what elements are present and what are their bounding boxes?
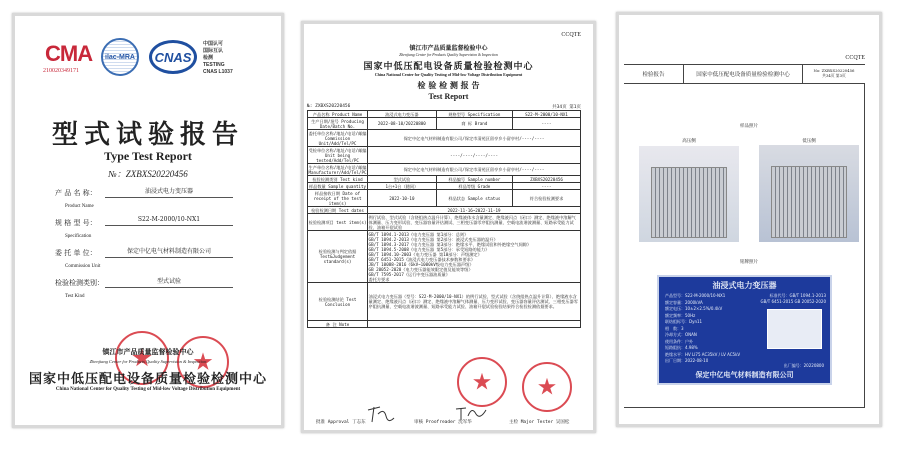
title-en: Type Test Report (104, 149, 192, 163)
standard-item: GB/T 1094.5-2008《电力变压器 第5部分：承受短路的能力》 (368, 246, 490, 252)
nameplate-photo-title: 铭牌照片 (740, 260, 758, 265)
cell-label: 商 标 Brand (436, 118, 512, 130)
field-label-en: Test Kind (65, 294, 85, 299)
star-icon (473, 373, 491, 391)
cell-label: 生产日期/批号 Producing Date/Batch No. (308, 118, 368, 130)
cnas-logo: CNAS (149, 40, 197, 74)
page-indicator: 共34页 第3页 (822, 73, 846, 78)
hv-side-photo (639, 146, 739, 242)
org-name-cn: 国家中低压配电设备质量检验检测中心 (363, 62, 534, 72)
cell-value: ----/----/----/---- (368, 147, 581, 164)
field-label: 检验检测类别： (55, 279, 104, 287)
cell-value: ---- (513, 118, 581, 130)
ccqte-code: CCQTE (845, 55, 865, 61)
standard-item: 委托方要求 (368, 276, 390, 282)
field-label-en: Specification (65, 234, 92, 239)
spec-line: 短路阻抗：4.98% (665, 345, 698, 350)
spec-line: 额定电压：10±2×2.5%/0.4kV (665, 306, 723, 311)
cell-value: 保定中亿电气材料制造有限公司/保定市清苑区留亭乡小留亭村/----/---- (368, 130, 581, 147)
org-name-en: Zhenjiang Center for Products Quality Supervision & Inspection (399, 53, 498, 57)
org-name-cn: 镇江市产品质量监督检验中心 (409, 45, 488, 52)
standard-item: GB/T 1094.10-2003《电力变压器 第10部分：声级测定》 (368, 251, 482, 257)
proofreader-signature: 审核 Proofreader 沈军华 (414, 420, 472, 425)
photo-page (616, 12, 882, 427)
spec-line: 额定容量：2000kVA (665, 299, 703, 305)
cell-value: 例行试验、型式试验（含绕组热点温升计算）、绝缘液体水含量测定、绝缘液闪点（闭口）测定、绝缘液中溶解气体测量、压力变形试验、变压器容量评估测试、三相变压器零序阻抗测量、空载电流谐波测量、短路承受能力试验、油箱开裂试验 (368, 214, 581, 231)
spec-line: 相 数：3 (665, 325, 684, 331)
std-line: GB/T 6451-2015 GB 20052-2020 (760, 299, 826, 304)
org-name-en: China National Center for Quality Testing of Mid-low Voltage Distribution Equipment (374, 72, 523, 77)
cell-label: 样品数量 Sample quantity (308, 183, 367, 189)
spec-line: 使用条件：户外 (665, 338, 693, 344)
bottom-border (624, 407, 865, 408)
handwritten-signature (366, 404, 396, 424)
manufacture-date: 出厂日期：2022-08-10 (665, 358, 709, 363)
cell-value: 2022-11-16~2022-11-19 (368, 207, 581, 214)
standard-item: GB/T 7595-2017《运行中变压器油质量》 (368, 271, 450, 277)
standard-item: GB/T 6451-2015《油浸式电力变压器技术参数和要求》 (368, 256, 476, 262)
hv-side-label: 高压侧 (682, 139, 696, 144)
page-header (624, 64, 865, 84)
cell-label: 检验检测与判定依据 Test&Judgement standard(s) (308, 231, 368, 283)
spec-line: 额定频率：50Hz (665, 312, 696, 318)
org-name-en: China National Center for Quality Testing of Mid-low Voltage Distribution Equipment (55, 387, 241, 392)
cma-number: 210020349171 (43, 68, 79, 74)
header-left: 检验报告 (624, 65, 684, 83)
spec-line: 联结组标号：Dyn11 (665, 319, 703, 324)
org-name-cn: 镇江市产品质量监督检验中心 (102, 347, 194, 356)
spec-line: 绝缘水平：HV LI75 AC35kV / LV AC5kV (665, 351, 741, 357)
cell-value: S22-M-2000/10-NX1 (513, 111, 581, 118)
nameplate-specs (665, 293, 740, 365)
tester-signature: 主检 Major Tester 吴国松 (509, 420, 570, 425)
field-label: 产 品 名 称： (55, 189, 97, 197)
field-value: S22-M-2000/10-NX1 (105, 216, 233, 226)
report-title-cn: 检 验 检 测 报 告 (417, 80, 480, 90)
org-name-en: Zhenjiang Center for Products Quality Supervision & Inspection (89, 359, 207, 364)
cma-logo: CMA (45, 41, 93, 66)
report-page (301, 21, 596, 433)
cnas-line: TESTING (203, 62, 225, 68)
right-border (864, 84, 865, 407)
serial-number: 出厂编号：20220800 (783, 363, 824, 368)
cell-label: 检验检测类别 Test kind (308, 176, 368, 183)
cell-value: 油浸式电力变压器 (368, 111, 437, 118)
standard-item: GB/T 1094.1-2013《电力变压器 第1部分：总则》 (368, 231, 469, 237)
tap-table (767, 309, 822, 349)
ilac-mra-logo: ilac-MRA (101, 38, 139, 76)
field-label: 委 托 单 位： (55, 249, 97, 257)
cell-label: 委托单位名称/地址/电话/邮编 Commission Unit/Add/Tel/PC (308, 130, 367, 146)
field-value: 型式试验 (105, 276, 233, 288)
cover-page (12, 13, 284, 428)
field-label-en: Commission Unit (65, 264, 101, 269)
header-number (803, 65, 865, 83)
report-title-en: Test Report (428, 92, 469, 101)
report-number: No: ZXBXS20220456 (813, 68, 855, 73)
cell-label: 受检单位名称/地址/电话/邮编 Unit being tested/Add/Tel/PC (308, 147, 367, 163)
nameplate-standards (761, 293, 826, 305)
red-seal (457, 357, 507, 407)
page-indicator: 共34页 第1页 (552, 105, 581, 110)
cell-label: 样品等级 Grade (436, 183, 512, 190)
standard-item: GB 20052-2020《电力变压器能效限定值及能效等级》 (368, 266, 473, 272)
spec-line: 产品型号：S22-M-2000/10-NX1 (665, 293, 726, 298)
ccqte-code: CCQTE (561, 32, 581, 38)
cnas-line: 中国认可 (203, 41, 224, 47)
standard-item: GB/T 1094.2-2013《电力变压器 第2部分：液浸式变压器的温升》 (368, 236, 498, 242)
sample-photo-title: 样品照片 (740, 124, 758, 129)
org-name-cn: 国家中低压配电设备质量检验检测中心 (28, 372, 267, 387)
cell-label: 检验检测结论 Test Conclusion (308, 283, 368, 321)
field-label: 规 格 型 号： (55, 219, 97, 227)
cell-value: 保定中亿电气材料制造有限公司/保定市清苑区留亭乡小留亭村/----/---- (368, 164, 581, 176)
field-value: 保定中亿电气材料制造有限公司 (105, 246, 233, 258)
field-label-en: Product Name (65, 204, 94, 209)
report-table (307, 110, 581, 328)
cell-label: 产品名称 Product Name (308, 111, 368, 118)
cell-label: 样品状态 Sample status (436, 190, 512, 207)
cell-label: 检验检测项目 test item(s) (308, 214, 368, 231)
approval-signature: 批准 Approval 丁志东 (316, 420, 366, 425)
cell-label: 备 注 Note (308, 321, 368, 328)
cnas-line: 国际互认 (203, 48, 224, 54)
cell-value (368, 321, 581, 328)
cell-label: 检验检测日期 Test dates (308, 207, 368, 214)
nameplate-photo (657, 275, 832, 385)
cell-value: 2022-08-10/20220800 (368, 118, 437, 130)
red-seal (522, 362, 572, 412)
star-icon (538, 378, 556, 396)
cell-label: 样品编号 Sample number (436, 176, 512, 183)
nameplate-company: 保定中亿电气材料制造有限公司 (695, 370, 794, 379)
standards-list (368, 231, 581, 283)
standard-item: JB/T 10088-2016《6kV~1000kV级电力变压器声级》 (368, 261, 474, 267)
cell-value: 1台+1台（随同） (368, 183, 437, 190)
cell-value: 型式试验 (368, 176, 437, 183)
cell-value: 2022-10-10 (368, 190, 437, 207)
title-cn: 型式试验报告 (51, 120, 244, 150)
field-value: 油浸式电力变压器 (105, 186, 233, 198)
spec-line: 冷却方式：ONAN (665, 332, 697, 337)
cell-label: 规格型号 Specification (436, 111, 512, 118)
std-line: 标准代号：GB/T 1094.1-2013 (769, 293, 826, 298)
cnas-line: 检测 (203, 55, 214, 61)
cell-value: ZXBXS20220456 (513, 176, 581, 183)
cell-value: 符合检验检测要求 (513, 190, 581, 207)
lv-side-photo (759, 145, 859, 242)
header-org: 国家中低压配电设备质量检验检测中心 (684, 65, 803, 83)
cell-value: 油浸式电力变压器（型号：S22-M-2000/10-NX1）的例行试验、型式试验（含绕组热点温升计算）、绝缘液水含量测定、绝缘液闪点（闭口）测定、绝缘液中溶解气体测量、压力变形试验、变压器容量评估测试、三相变压器零序阻抗测量、空载电流谐波测量、短路承受能力试验、油箱开裂试验检验结果符合检验检测依据要求。 (368, 283, 581, 321)
report-number: №: ZXBXS20220456 (307, 104, 351, 109)
report-number: №：ZXBXS20220456 (108, 169, 188, 179)
cell-value: ---- (513, 183, 581, 190)
cell-label: 生产单位名称/地址/电话/邮编 Manufacturer/Add/Tel/PC (308, 164, 367, 175)
cnas-line: CNAS L1037 (203, 69, 233, 75)
cell-label: 样品接收日期 Date of receipt of the test item(s) (308, 190, 368, 207)
cnas-text (203, 41, 233, 76)
lv-side-label: 低压侧 (802, 139, 816, 144)
nameplate-title: 油浸式电力变压器 (712, 280, 777, 290)
standard-item: GB/T 1094.3-2017《电力变压器 第3部分：绝缘水平、绝缘试验和外绝缘空气间隙》 (368, 241, 532, 247)
